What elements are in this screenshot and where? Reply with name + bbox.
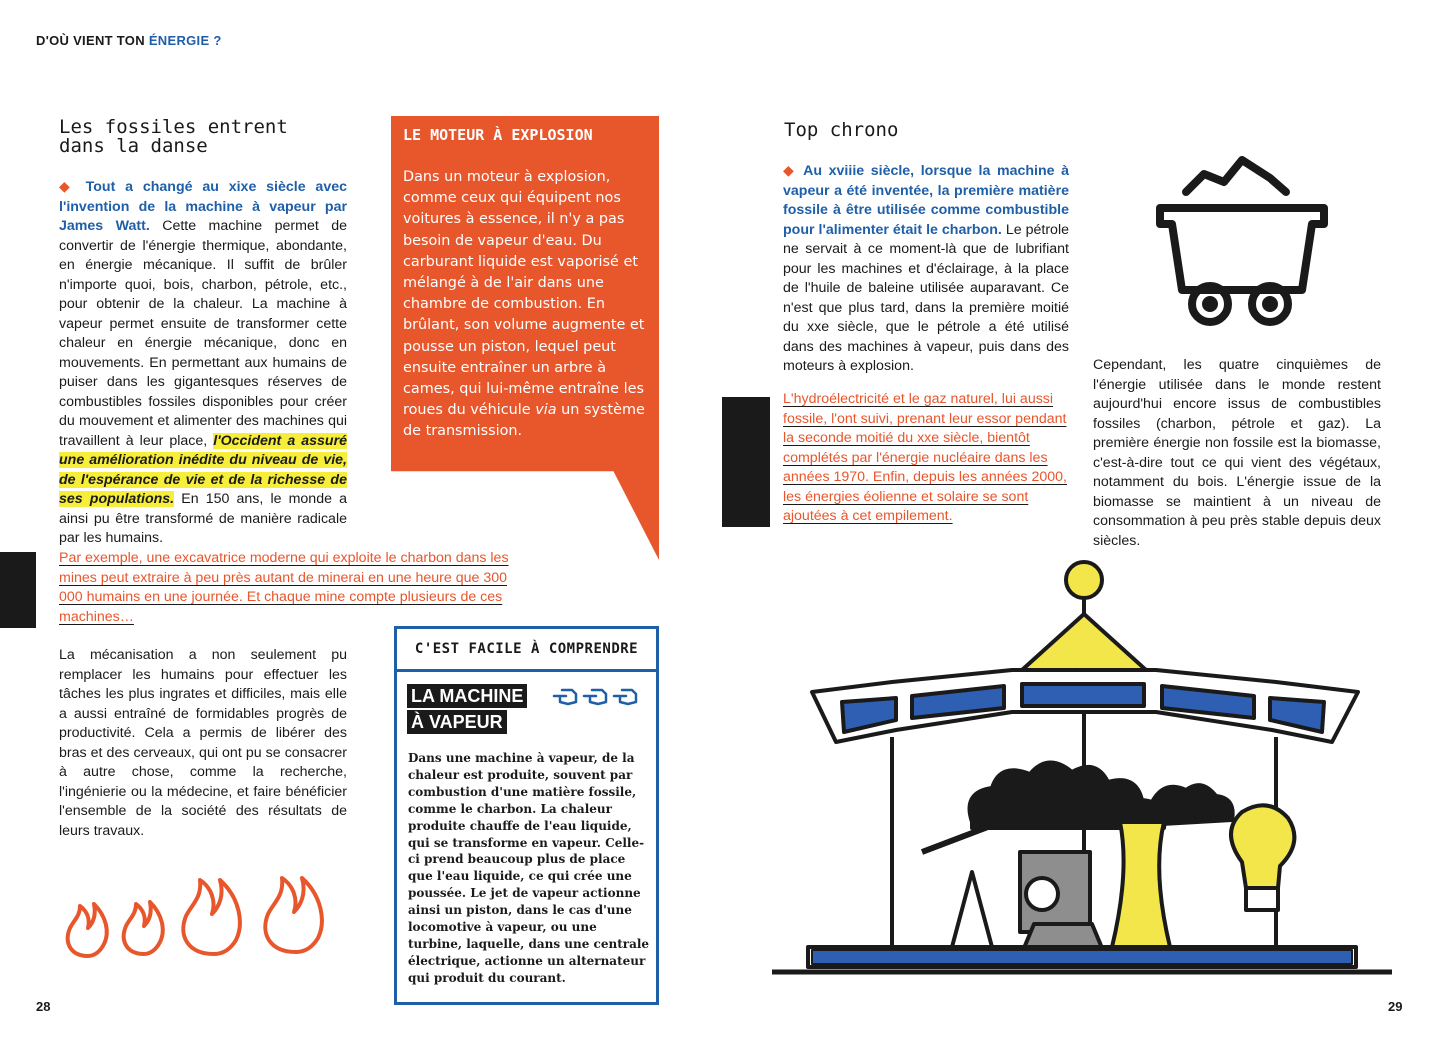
pointing-hand-icon (554, 690, 576, 704)
engine-text-after: un système de transmission. (403, 402, 645, 440)
running-head (36, 33, 222, 48)
flame-icon (265, 878, 322, 952)
engine-text-before: Dans un moteur à explosion, comme ceux qui équipent nos voitures à essence, il n'y a pas besoin de vapeur d'eau. Du carburant liquide est vaporisé et mélangé à de l'air dans une chambre de combustion. En brûlant, son volume augmente et pousse un piston, lequel peut ensuite entraîner un arbre à cames, qui lui-même entraîne les roues du véhicule (403, 169, 645, 419)
left-p1-text: Cette machine permet de convertir de l'énergie thermique, abondante, en énergie mécanique. Il suffit de brûler n'importe quoi, bois, charbon, pétrole, etc., pour obtenir de la chaleur. La machine à vapeur permet ensuite de transformer cette chaleur en énergie mécanique, donc en mouvements. En permettant aux humains de puiser dans les gigantesques réserves de combustibles fossiles disponibles pour créer du mouvement et alimenter des machines qui travaillent à leur place, (59, 218, 347, 449)
flames-row (62, 872, 334, 962)
right-callout-text: L'hydroélectricité et le gaz naturel, lui aussi fossile, l'ont suivi, prenant leur essor pendant la seconde moitié du xxe siècle, bientôt complétés par l'énergie nucléaire dans les années 1970. Enfin, depuis les années 2000, les énergies éolienne et solaire se sont ajoutées à cet empilement. (783, 391, 1067, 524)
right-side-bar (722, 397, 770, 527)
page-number-right: 29 (1388, 999, 1403, 1014)
left-paragraph-1 (59, 178, 347, 549)
right-p1-text: Le pétrole ne servait à ce moment-là que de lubrifiant pour les machines et d'éclairage, à la place de l'huile de baleine utilisée auparavant. Ce n'est que plus tard, dans la première moitié du xxe siècle, que le pétrole a été utilisé dans des machines à vapeur, puis dans des moteurs à explosion. (783, 221, 1069, 374)
right-paragraph-2 (1093, 356, 1381, 551)
pointing-hands (552, 684, 642, 708)
left-highlight: l'Occident a assuré une amélioration inédite du niveau de vie, de l'espérance de vie et de la richesse de ses populations. (59, 432, 347, 507)
engine-box-text (403, 167, 648, 443)
pointing-hand-icon (584, 690, 606, 704)
diamond-bullet-icon: ◆ (783, 163, 804, 179)
running-head-prefix: D'OÙ VIENT TON (36, 33, 149, 48)
left-p2-text: La mécanisation a non seulement pu remplacer les humains pour effectuer les tâches les plus ingrates et difficiles, mais elle a aussi entraîné de formidables progrès de productivité. Cela a permis de libérer des bras et des cerveaux, qui ont pu se consacrer à autre chose, comme la recherche, l'ingénierie ou la médecine, et faire bénéficier l'ensemble de la société des résultats de leurs travaux. (59, 647, 347, 839)
left-paragraph-2 (59, 646, 347, 841)
engine-text-italic: via (535, 402, 557, 419)
left-lead: Tout a changé au xixe siècle avec l'invention de la machine à vapeur par James Watt. (59, 179, 347, 234)
pointing-hand-icon (614, 690, 636, 704)
right-paragraph-1 (783, 162, 1069, 377)
left-title-line2: dans la danse (59, 135, 208, 157)
page-number-left: 28 (36, 999, 51, 1014)
tag-line-2: À VAPEUR (407, 710, 507, 734)
diamond-bullet-icon: ◆ (59, 179, 86, 195)
right-callout (783, 390, 1071, 527)
carousel-illustration (772, 552, 1392, 984)
left-side-bar (0, 552, 36, 628)
left-title (59, 118, 288, 156)
right-title: Top chrono (784, 119, 899, 141)
left-callout (59, 549, 514, 627)
right-p2-text: Cependant, les quatre cinquièmes de l'énergie utilisée dans le monde restent aujourd'hui encore issus de combustibles fossiles (charbon, pétrole et gaz). La première énergie non fossile est la biomasse, c'est-à-dire tout ce qui vient des végétaux, notamment du bois. L'énergie issue de la biomasse se maintient à un niveau de consommation à peu près stable depuis deux siècles. (1093, 357, 1381, 549)
right-lead: Au xviiie siècle, lorsque la machine à vapeur a été inventée, la première matière fossile à être utilisée comme combustible pour l'alimenter était le charbon. (783, 163, 1069, 238)
coal-cart-icon (1152, 152, 1332, 332)
flame-icon (124, 902, 163, 954)
left-title-line1: Les fossiles entrent (59, 116, 288, 138)
flame-icon (68, 904, 107, 956)
tag-line-1: LA MACHINE (407, 684, 527, 708)
info-box-text: Dans une machine à vapeur, de la chaleur est produite, souvent par combustion d'une matière fossile, comme le charbon. La chaleur produite chauffe de l'eau liquide, qui se transforme en vapeur. Celle-ci prend beaucoup plus de place que l'eau liquide, ce qui crée une poussée. Le jet de vapeur actionne ainsi un piston, dans le cas d'une locomotive à vapeur, ou une turbine, laquelle, dans une centrale électrique, actionne un alternateur qui produit du courant. (408, 751, 650, 985)
flame-icon (183, 880, 240, 954)
info-box-header: C'EST FACILE À COMPRENDRE (397, 629, 656, 672)
engine-box-title: LE MOTEUR À EXPLOSION (403, 126, 593, 144)
left-callout-text: Par exemple, une excavatrice moderne qui exploite le charbon dans les mines peut extraire à peu près autant de minerai en une heure que 300 000 humains en une journée. Et chaque mine compte plusieurs de ces machines… (59, 550, 509, 625)
info-box-tag (407, 684, 527, 736)
left-p1-end: En 150 ans, le monde a ainsi pu être transformé de manière radicale par les humains. (59, 491, 347, 546)
running-head-accent: ÉNERGIE ? (148, 33, 222, 48)
